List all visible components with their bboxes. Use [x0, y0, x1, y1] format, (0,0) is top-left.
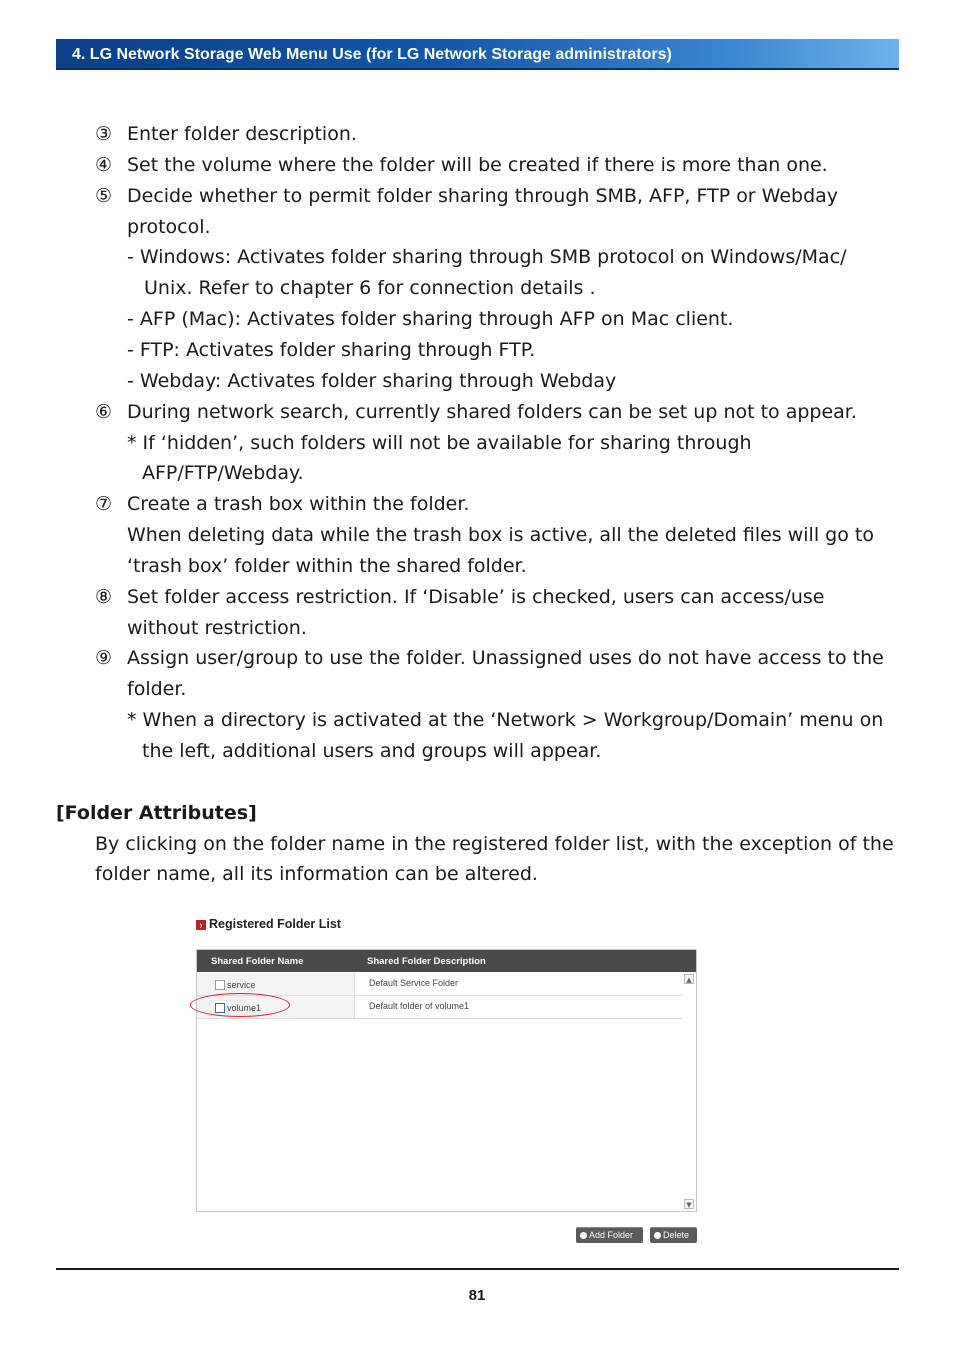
item-7-text-line1: Create a trash box within the folder. [127, 493, 470, 515]
table-row[interactable] [197, 973, 683, 996]
item-4-text: Set the volume where the folder will be created if there is more than one. [127, 154, 828, 176]
item-3-text: Enter folder description. [127, 123, 357, 145]
row-name-cell [197, 973, 355, 995]
item-7-text-line3: ‘trash box’ folder within the shared folder. [127, 555, 527, 577]
scroll-up-arrow-icon[interactable]: ▲ [684, 974, 694, 984]
row-checkbox[interactable] [215, 980, 225, 990]
chapter-title: 4. LG Network Storage Web Menu Use (for LG Network Storage administrators) [72, 46, 672, 63]
folder-attributes-heading: [Folder Attributes] [56, 802, 257, 824]
folder-description: Default Service Folder [369, 978, 459, 988]
folder-name-link[interactable]: service [227, 980, 256, 990]
item-8-text-line1: Set folder access restriction. If ‘Disable’ is checked, users can access/use [127, 586, 825, 608]
column-header-name: Shared Folder Name [211, 956, 304, 967]
item-9-text-line1: Assign user/group to use the folder. Unassigned uses do not have access to the [127, 647, 884, 669]
folder-description: Default folder of volume1 [369, 1001, 470, 1011]
hidden-note-line2: AFP/FTP/Webday. [142, 462, 304, 484]
registered-folder-table [196, 949, 697, 1212]
afp-protocol: - AFP (Mac): Activates folder sharing through AFP on Mac client. [127, 308, 734, 330]
highlight-circle [190, 993, 290, 1017]
windows-protocol-line1: - Windows: Activates folder sharing through SMB protocol on Windows/Mac/ [127, 246, 847, 268]
item-number-6: ⑥ [95, 401, 113, 423]
scroll-down-arrow-icon[interactable]: ▼ [684, 1199, 694, 1209]
add-folder-button[interactable] [576, 1227, 643, 1243]
folder-attributes-text-line2: folder name, all its information can be altered. [95, 863, 538, 885]
item-5-text-line2: protocol. [127, 216, 211, 238]
panel-title-text: Registered Folder List [209, 917, 341, 931]
ftp-protocol: - FTP: Activates folder sharing through FTP. [127, 339, 536, 361]
item-number-5: ⑤ [95, 185, 113, 207]
webday-protocol: - Webday: Activates folder sharing through Webday [127, 370, 617, 392]
folder-attributes-text-line1: By clicking on the folder name in the registered folder list, with the exception of the [95, 833, 894, 855]
directory-note-line2: the left, additional users and groups will appear. [142, 740, 602, 762]
item-number-8: ⑧ [95, 586, 113, 608]
chapter-header-bar [56, 39, 899, 70]
registered-folder-list-title [196, 917, 341, 931]
item-5-text-line1: Decide whether to permit folder sharing through SMB, AFP, FTP or Webday [127, 185, 839, 207]
item-number-3: ③ [95, 123, 113, 145]
delete-label: Delete [663, 1230, 690, 1240]
item-number-7: ⑦ [95, 493, 113, 515]
delete-button[interactable] [650, 1227, 697, 1243]
item-number-9: ⑨ [95, 647, 113, 669]
column-header-description: Shared Folder Description [367, 956, 486, 967]
add-folder-label: Add Folder [589, 1230, 634, 1240]
folder-name-link[interactable]: volume1 [227, 1003, 262, 1013]
item-7-text-line2: When deleting data while the trash box is active, all the deleted files will go to [127, 524, 874, 546]
item-6-text: During network search, currently shared folders can be set up not to appear. [127, 401, 857, 423]
item-8-text-line2: without restriction. [127, 617, 307, 639]
chevron-right-icon: › [196, 920, 206, 930]
minus-icon [654, 1232, 661, 1239]
item-number-4: ④ [95, 154, 113, 176]
hidden-note-line1: * If ‘hidden’, such folders will not be available for sharing through [127, 432, 752, 454]
table-header [197, 950, 696, 972]
plus-icon [580, 1232, 587, 1239]
page-number: 81 [468, 1287, 486, 1304]
item-9-text-line2: folder. [127, 678, 187, 700]
footer-divider [56, 1268, 899, 1270]
windows-protocol-line2: Unix. Refer to chapter 6 for connection details . [144, 277, 596, 299]
directory-note-line1: * When a directory is activated at the ‘Network > Workgroup/Domain’ menu on [127, 709, 884, 731]
